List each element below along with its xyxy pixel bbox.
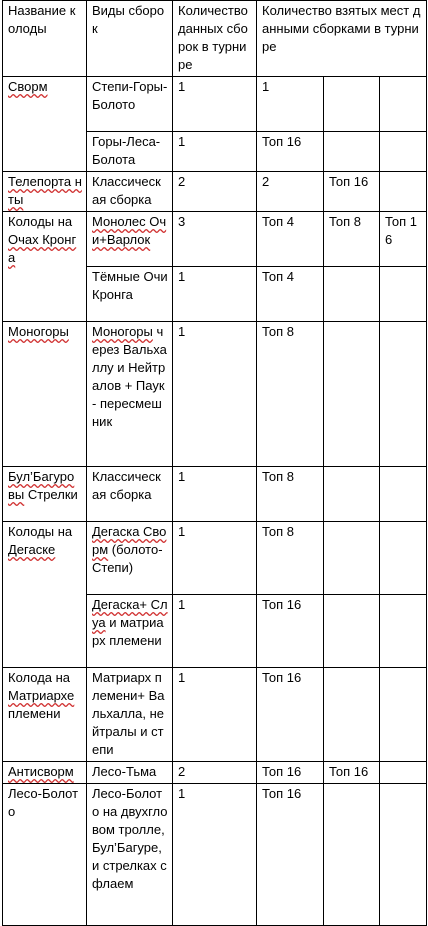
table-row [3, 172, 427, 212]
deck-name-cell: Сворм [3, 77, 87, 172]
count-cell: 1 [173, 467, 257, 522]
deck-name-cell: Колоды на Дегаске [3, 522, 87, 668]
place-cell: Топ 8 [257, 522, 324, 595]
place-cell [380, 668, 427, 762]
place-cell [380, 784, 427, 926]
place-cell: Топ 8 [324, 212, 380, 267]
place-cell [324, 467, 380, 522]
build-cell: Дегаска Сворм (болото-Степи) [87, 522, 173, 595]
count-cell: 1 [173, 77, 257, 132]
table-header-row [3, 1, 427, 77]
place-cell [324, 784, 380, 926]
build-cell: Лесо-Болото на двухгловом тролле, Бул’Багуре, и стрелках с флаем [87, 784, 173, 926]
place-cell [380, 595, 427, 668]
deck-name-cell: Колода на Матриархе племени [3, 668, 87, 762]
build-cell: Дегаска+ Слуа и матриарх племени [87, 595, 173, 668]
count-cell: 1 [173, 668, 257, 762]
place-cell: 1 [257, 77, 324, 132]
place-cell [324, 77, 380, 132]
count-cell: 1 [173, 132, 257, 172]
count-cell: 1 [173, 595, 257, 668]
build-cell: Степи-Горы-Болото [87, 77, 173, 132]
count-cell: 2 [173, 762, 257, 784]
place-cell: Топ 16 [257, 668, 324, 762]
count-cell: 3 [173, 212, 257, 267]
place-cell: 2 [257, 172, 324, 212]
place-cell [380, 132, 427, 172]
place-cell: Топ 8 [257, 467, 324, 522]
place-cell [380, 467, 427, 522]
build-cell: Моногоры через Вальхаллу и Нейтралов + Паук - пересмешник [87, 322, 173, 467]
deck-name-cell: Телепорта нты [3, 172, 87, 212]
build-cell: Лесо-Тьма [87, 762, 173, 784]
build-cell: Горы-Леса-Болота [87, 132, 173, 172]
place-cell: Топ 16 [257, 762, 324, 784]
place-cell [324, 132, 380, 172]
place-cell [324, 267, 380, 322]
table-row [3, 762, 427, 784]
place-cell [324, 322, 380, 467]
place-cell [324, 522, 380, 595]
place-cell: Топ 8 [257, 322, 324, 467]
build-cell: Монолес Очи+Варлок [87, 212, 173, 267]
place-cell: Топ 16 [324, 762, 380, 784]
place-cell [324, 668, 380, 762]
place-cell: Топ 16 [257, 784, 324, 926]
place-cell [380, 762, 427, 784]
deck-name-cell: Колоды на Очах Кронга [3, 212, 87, 322]
place-cell: Топ 16 [324, 172, 380, 212]
place-cell: Топ 4 [257, 212, 324, 267]
table-row [3, 322, 427, 467]
table-row [3, 77, 427, 132]
header-deck-name: Название колоды [3, 1, 87, 77]
header-build-count: Количество данных сборок в турнире [173, 1, 257, 77]
count-cell: 1 [173, 267, 257, 322]
build-cell: Тёмные Очи Кронга [87, 267, 173, 322]
table-row [3, 784, 427, 926]
build-cell: Классическая сборка [87, 172, 173, 212]
header-places: Количество взятых мест данными сборками в турнире [257, 1, 427, 77]
place-cell [380, 172, 427, 212]
place-cell [380, 322, 427, 467]
place-cell [324, 595, 380, 668]
build-cell: Матриарх племени+ Вальхалла, нейтралы и степи [87, 668, 173, 762]
table-row [3, 212, 427, 267]
table-row [3, 668, 427, 762]
deck-name-cell: Бул’Багуро вы Стрелки [3, 467, 87, 522]
place-cell: Топ 16 [380, 212, 427, 267]
table-row [3, 467, 427, 522]
build-cell: Классическая сборка [87, 467, 173, 522]
deck-name-cell: Лесо-Болото [3, 784, 87, 926]
place-cell [380, 77, 427, 132]
place-cell: Топ 16 [257, 132, 324, 172]
table-row [3, 522, 427, 595]
tournament-table [2, 0, 427, 926]
count-cell: 1 [173, 784, 257, 926]
deck-name-cell: Моногоры [3, 322, 87, 467]
place-cell: Топ 4 [257, 267, 324, 322]
deck-name-cell: Антисворм [3, 762, 87, 784]
count-cell: 1 [173, 322, 257, 467]
place-cell [380, 522, 427, 595]
count-cell: 1 [173, 522, 257, 595]
count-cell: 2 [173, 172, 257, 212]
place-cell: Топ 16 [257, 595, 324, 668]
place-cell [380, 267, 427, 322]
header-build-types: Виды сборок [87, 1, 173, 77]
